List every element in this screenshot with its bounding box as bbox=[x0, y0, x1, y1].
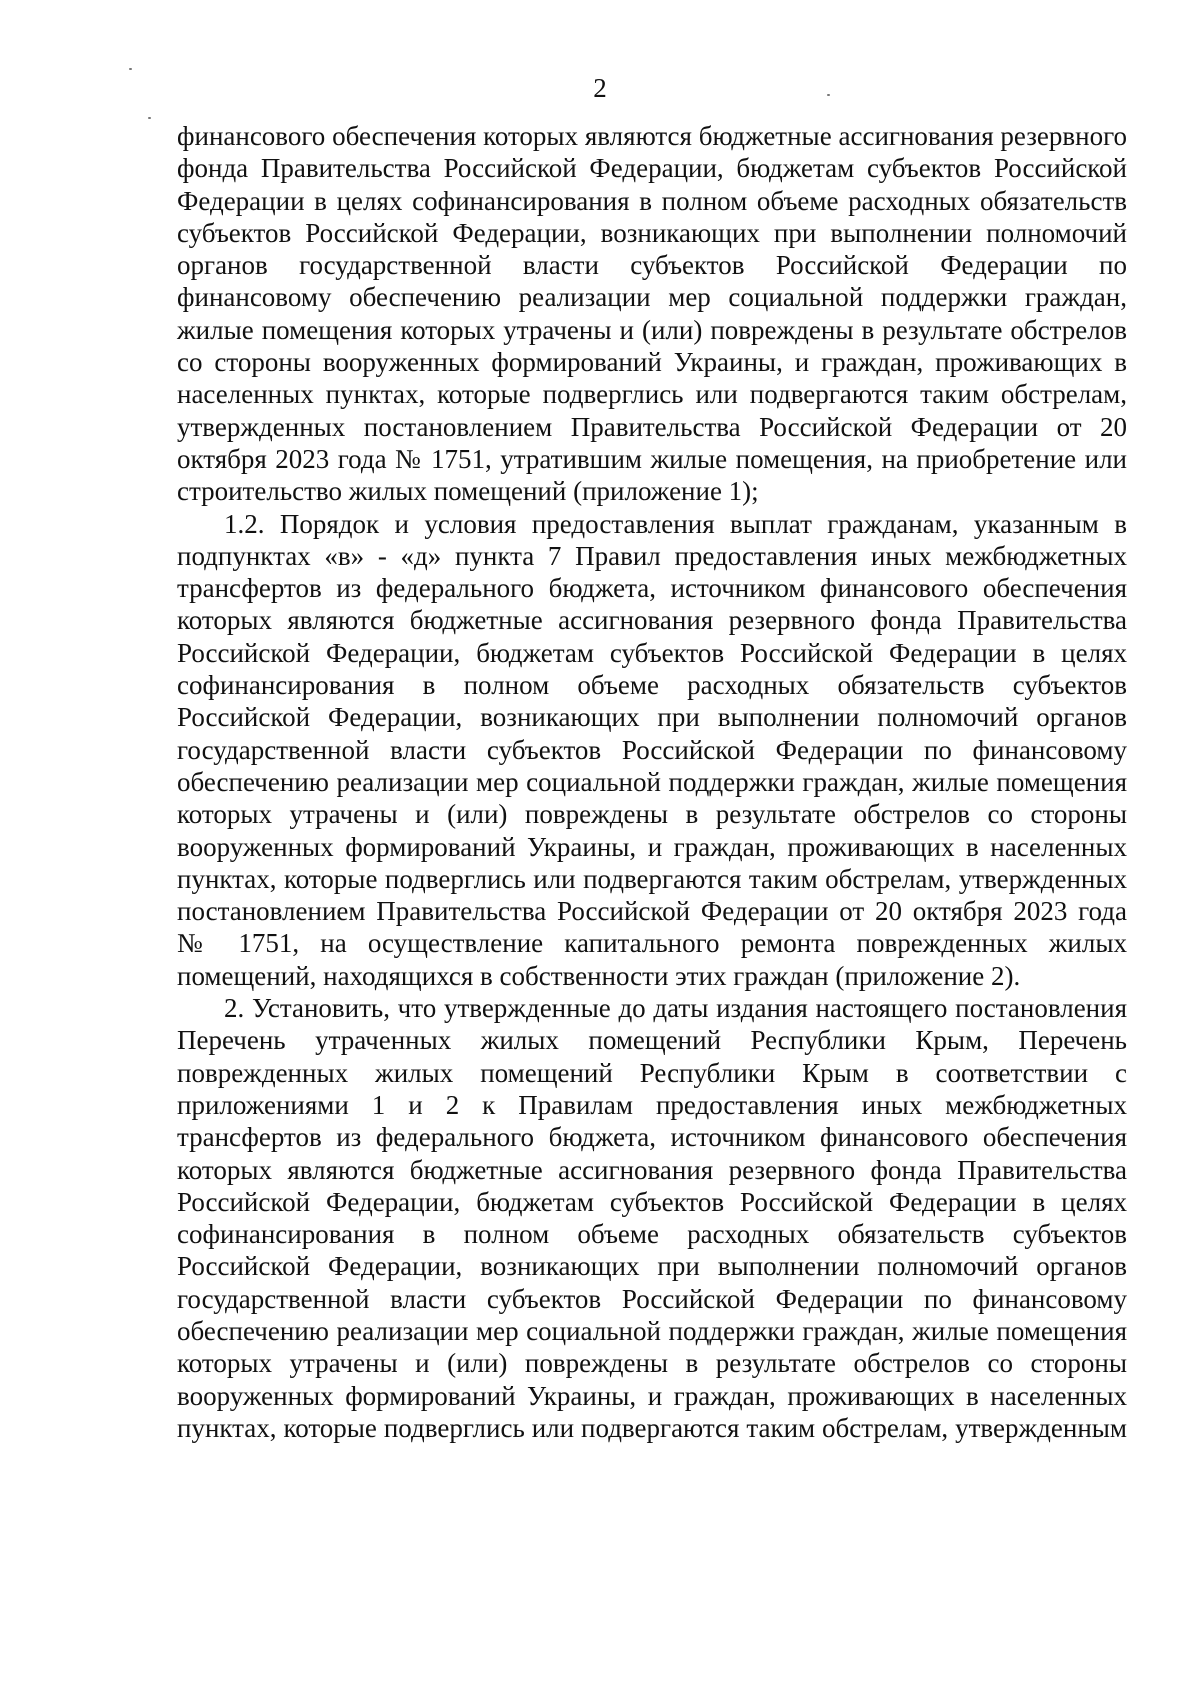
scan-speck bbox=[148, 117, 151, 119]
paragraph-1: финансового обеспечения которых являются бюджетные ассигнования резервного фонда Правительства Российской Федерации, бюджетам субъектов Российской Федерации в целях софинансирования в полном объеме расходных обязательств субъектов Российской Федерации, возникающих при выполнении полномочий органов государственной власти субъектов Российской Федерации по финансовому обеспечению реализации мер социальной поддержки граждан, жилые помещения которых утрачены и (или) повреждены в результате обстрелов со стороны вооруженных формирований Украины, и граждан, проживающих в населенных пунктах, которые подверглись или подвергаются таким обстрелам, утвержденных постановлением Правительства Российской Федерации от 20 октября 2023 года № 1751, утратившим жилые помещения, на приобретение или строительство жилых помещений (приложение 1); bbox=[177, 121, 1127, 507]
document-body bbox=[177, 120, 1127, 1444]
page-number: 2 bbox=[593, 73, 607, 103]
paragraph-1-2: 1.2. Порядок и условия предоставления выплат гражданам, указанным в подпунктах «в» - «д» пункта 7 Правил предоставления иных межбюджетных трансфертов из федерального бюджета, источником финансового обеспечения которых являются бюджетные ассигнования резервного фонда Правительства Российской Федерации, бюджетам субъектов Российской Федерации в целях софинансирования в полном объеме расходных обязательств субъектов Российской Федерации, возникающих при выполнении полномочий органов государственной власти субъектов Российской Федерации по финансовому обеспечению реализации мер социальной поддержки граждан, жилые помещения которых утрачены и (или) повреждены в результате обстрелов со стороны вооруженных формирований Украины, и граждан, проживающих в населенных пунктах, которые подверглись или подвергаются таким обстрелам, утвержденных постановлением Правительства Российской Федерации от 20 октября 2023 года № 1751, на осуществление капитального ремонта поврежденных жилых помещений, находящихся в собственности этих граждан (приложение 2). bbox=[177, 508, 1127, 991]
paragraph-2: 2. Установить, что утвержденные до даты издания настоящего постановления Перечень утраченных жилых помещений Республики Крым, Перечень поврежденных жилых помещений Республики Крым в соответствии с приложениями 1 и 2 к Правилам предоставления иных межбюджетных трансфертов из федерального бюджета, источником финансового обеспечения которых являются бюджетные ассигнования резервного фонда Правительства Российской Федерации, бюджетам субъектов Российской Федерации в целях софинансирования в полном объеме расходных обязательств субъектов Российской Федерации, возникающих при выполнении полномочий органов государственной власти субъектов Российской Федерации по финансовому обеспечению реализации мер социальной поддержки граждан, жилые помещения которых утрачены и (или) повреждены в результате обстрелов со стороны вооруженных формирований Украины, и граждан, проживающих в населенных пунктах, которые подверглись или подвергаются таким обстрелам, утвержденным bbox=[177, 993, 1127, 1443]
